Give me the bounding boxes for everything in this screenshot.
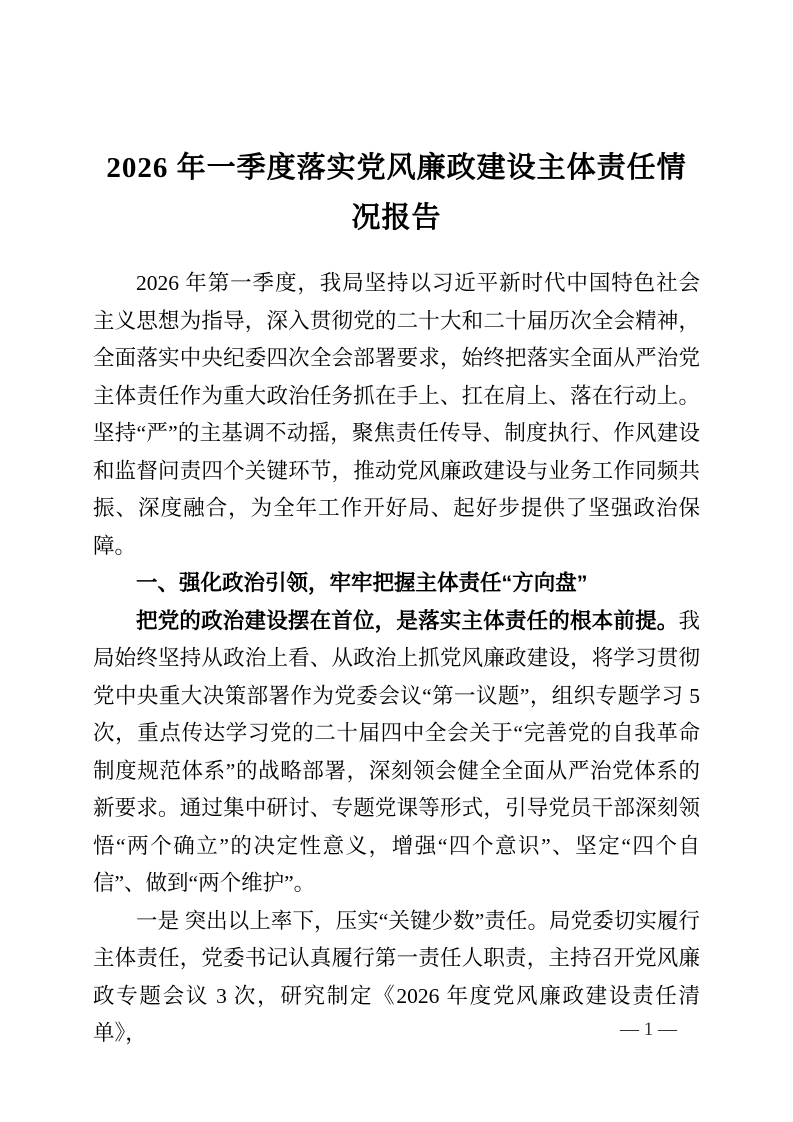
document-content xyxy=(93,143,700,1053)
page-number: — 1 — xyxy=(620,1019,677,1040)
section-1-body-text: 我局始终坚持从政治上看、从政治上抓党风廉政建设，将学习贯彻党中央重大决策部署作为党委会议“第一议题”，组织专题学习 5 次，重点传达学习党的二十届四中全会关于“完善党的自我革命制度规范体系”的战略部署，深刻领会健全全面从严治党体系的新要求。通过集中研讨、专题党课等形式，引导党员干部深刻领悟“两个确立”的决定性意义，增强“四个意识”、坚定“四个自信”、做到“两个维护”。 xyxy=(93,608,700,895)
section-1-paragraph xyxy=(93,603,700,903)
section-1-lead-sentence: 把党的政治建设摆在首位，是落实主体责任的根本前提。 xyxy=(136,608,679,633)
intro-paragraph: 2026 年第一季度，我局坚持以习近平新时代中国特色社会主义思想为指导，深入贯彻党的二十大和二十届历次全会精神，全面落实中央纪委四次全会部署要求，始终把落实全面从严治党主体责任作为重大政治任务抓在手上、扛在肩上、落在行动上。坚持“严”的主基调不动摇，聚焦责任传导、制度执行、作风建设和监督问责四个关键环节，推动党风廉政建设与业务工作同频共振、深度融合，为全年工作开好局、起好步提供了坚强政治保障。 xyxy=(93,271,700,558)
document-title: 2026 年一季度落实党风廉政建设主体责任情况报告 xyxy=(106,152,687,234)
section-1-heading: 一、强化政治引领，牢牢把握主体责任“方向盘” xyxy=(136,571,588,595)
section-1-item-1-paragraph: 一是 突出以上率下，压实“关键少数”责任。局党委切实履行主体责任，党委书记认真履行第一责任人职责，主持召开党风廉政专题会议 3 次，研究制定《2026 年度党风廉政建设责任清单》， xyxy=(93,908,700,1045)
